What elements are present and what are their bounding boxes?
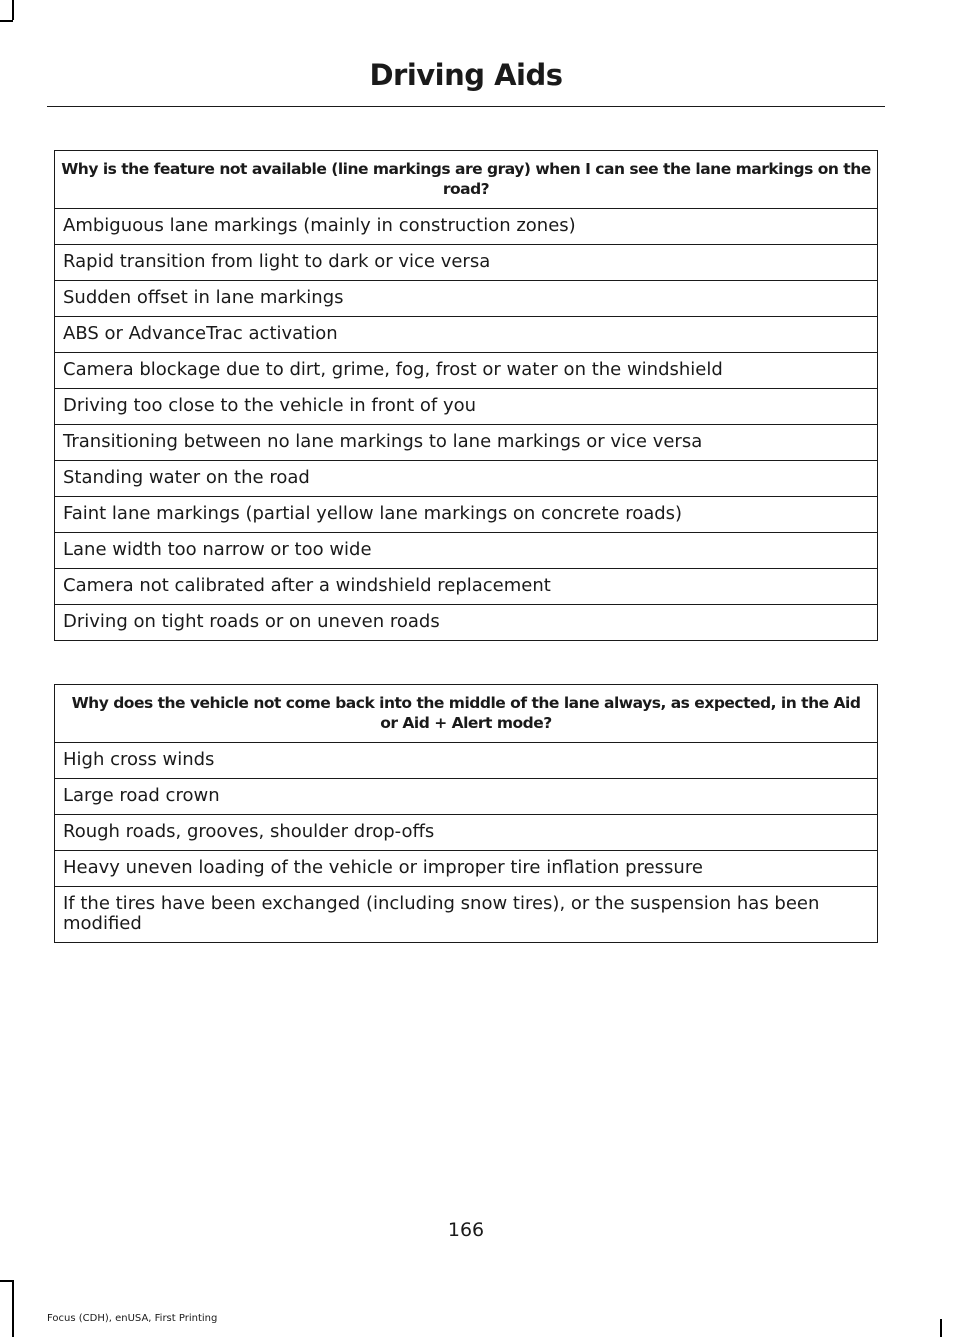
table-cell: Camera not calibrated after a windshield replacement (55, 569, 878, 605)
table-cell: Transitioning between no lane markings to lane markings or vice versa (55, 425, 878, 461)
table-cell: High cross winds (55, 743, 878, 779)
table-row (55, 425, 878, 461)
edition-footer: Focus (CDH), enUSA, First Printing (47, 1313, 218, 1324)
page-title: Driving Aids (369, 58, 563, 92)
crop-mark-top-left-h (0, 20, 13, 22)
table-cell: ABS or AdvanceTrac activation (55, 317, 878, 353)
vehicle-not-centering-table (54, 684, 878, 943)
table-cell: Rapid transition from light to dark or vice versa (55, 245, 878, 281)
table-cell: If the tires have been exchanged (including snow tires), or the suspension has been modified (55, 887, 878, 943)
table-row (55, 209, 878, 245)
table-question: Why does the vehicle not come back into the middle of the lane always, as expected, in the Aid or Aid + Alert mode? (55, 685, 878, 743)
table-row (55, 353, 878, 389)
table-row (55, 605, 878, 641)
table-cell: Ambiguous lane markings (mainly in construction zones) (55, 209, 878, 245)
table-row (55, 887, 878, 943)
table-cell: Standing water on the road (55, 461, 878, 497)
table-cell: Rough roads, grooves, shoulder drop-offs (55, 815, 878, 851)
table-cell: Camera blockage due to dirt, grime, fog, frost or water on the windshield (55, 353, 878, 389)
table-row (55, 779, 878, 815)
table-row (55, 245, 878, 281)
table-row (55, 533, 878, 569)
header-divider (47, 106, 885, 107)
table-cell: Sudden offset in lane markings (55, 281, 878, 317)
table-row (55, 497, 878, 533)
table-cell: Driving on tight roads or on uneven roads (55, 605, 878, 641)
table-header-row (55, 151, 878, 209)
table-cell: Lane width too narrow or too wide (55, 533, 878, 569)
table-row (55, 317, 878, 353)
table-row (55, 281, 878, 317)
table-row (55, 461, 878, 497)
crop-mark-bottom-left (12, 1280, 14, 1337)
table-cell: Large road crown (55, 779, 878, 815)
table-header-row (55, 685, 878, 743)
crop-mark-bottom-left-h (0, 1280, 13, 1282)
table-row (55, 569, 878, 605)
crop-mark-bottom-right (940, 1319, 942, 1337)
table-row (55, 815, 878, 851)
page-number: 166 (447, 1219, 485, 1241)
table-row (55, 389, 878, 425)
table-cell: Heavy uneven loading of the vehicle or improper tire inflation pressure (55, 851, 878, 887)
table-cell: Driving too close to the vehicle in front of you (55, 389, 878, 425)
lane-markings-unavailable-table (54, 150, 878, 641)
crop-mark-top-left (12, 0, 14, 20)
table-row (55, 851, 878, 887)
table-question: Why is the feature not available (line markings are gray) when I can see the lane markings on the road? (55, 151, 878, 209)
table-cell: Faint lane markings (partial yellow lane markings on concrete roads) (55, 497, 878, 533)
table-row (55, 743, 878, 779)
